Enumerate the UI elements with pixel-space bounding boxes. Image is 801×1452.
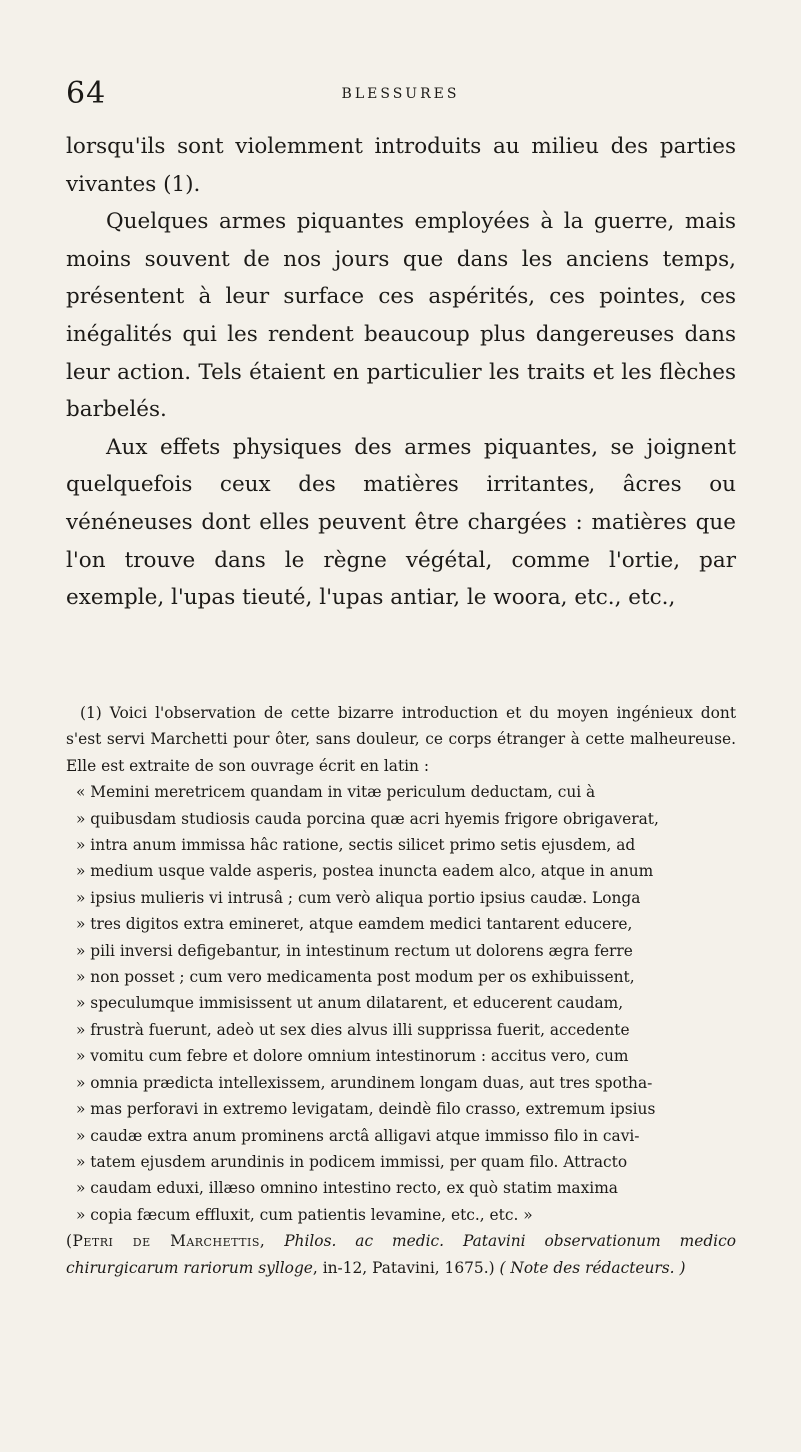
quote-line: » vomitu cum febre et dolore omnium intestinorum : accitus vero, cum (76, 1047, 629, 1066)
quote-line: » tatem ejusdem arundinis in podicem immissi, per quam filo. Attracto (76, 1152, 628, 1171)
quote-line: » frustrà fuerunt, adeò ut sex dies alvus illi supprissa fuerit, accedente (76, 1020, 630, 1039)
quote-line: » pili inversi defigebantur, in intestinum rectum ut dolorens ægra ferre (76, 941, 633, 960)
footnote-intro: (1) Voici l'observation de cette bizarre introduction et du moyen ingénieux dont s'est servi Marchetti pour ôter, sans douleur, ce corps étranger à cette malheureuse. Elle est extraite de son ouvrage écrit en latin : (66, 704, 736, 775)
quote-line: » speculumque immisissent ut anum dilatarent, et educerent caudam, (76, 994, 624, 1013)
quote-line: » caudam eduxi, illæso omnino intestino recto, ex quò statim maxima (76, 1179, 618, 1198)
citation-details: , in-12, Patavini, 1675.) (312, 1258, 495, 1277)
latin-quote (66, 779, 736, 1228)
paragraph-continuation: lorsqu'ils sont violemment introduits au milieu des parties vivantes (1). (66, 134, 736, 197)
paragraph-effets-physiques: Aux effets physiques des armes piquantes, se joignent quelquefois ceux des matières irritantes, âcres ou vénéneuses dont elles peuvent être chargées : matières que l'on trouve dans le règne végétal, comme l'ortie, par exemple, l'upas tieuté, l'upas antiar, le woora, etc., etc., (66, 434, 736, 611)
quote-line: » mas perforavi in extremo levigatam, deindè filo crasso, extremum ipsius (76, 1100, 656, 1119)
citation-author: (Petri de Marchettis, (66, 1232, 266, 1251)
quote-line: » medium usque valde asperis, postea inuncta eadem alco, atque in anum (76, 862, 654, 881)
footnote (66, 700, 736, 1281)
citation-title: Philos. ac medic. Patavini observationum medico chirurgicarum rariorum sylloge (66, 1232, 736, 1277)
quote-line: » quibusdam studiosis cauda porcina quæ acri hyemis frigore obrigaverat, (76, 809, 659, 828)
quote-line: » copia fæcum effluxit, cum patientis levamine, etc., etc. » (76, 1205, 533, 1224)
quote-line: » omnia prædicta intellexissem, arundinem longam duas, aut tres spotha- (76, 1073, 653, 1092)
editor-note: ( Note des rédacteurs. ) (499, 1258, 686, 1277)
citation (66, 1228, 736, 1281)
quote-line: » ipsius mulieris vi intrusâ ; cum verò aliqua portio ipsius caudæ. Longa (76, 888, 641, 907)
body-text (66, 128, 736, 617)
quote-line: » tres digitos extra emineret, atque eamdem medici tantarent educere, (76, 915, 633, 934)
quote-line: » intra anum immissa hâc ratione, sectis silicet primo setis ejusdem, ad (76, 836, 636, 855)
quote-line: « Memini meretricem quandam in vitæ periculum deductam, cui à (76, 783, 596, 802)
page-number: 64 (66, 76, 107, 111)
paragraph-armes-piquantes: Quelques armes piquantes employées à la guerre, mais moins souvent de nos jours que dans les anciens temps, présentent à leur surface ces aspérités, ces pointes, ces inégalités qui les rendent beaucoup plus dangereuses dans leur action. Tels étaient en particulier les traits et les flèches barbelés. (66, 209, 736, 423)
page-header (66, 72, 735, 112)
quote-line: » non posset ; cum vero medicamenta post modum per os exhibuissent, (76, 968, 635, 987)
running-head: BLESSURES (341, 86, 460, 102)
quote-line: » caudæ extra anum prominens arctâ alligavi atque immisso filo in cavi- (76, 1126, 640, 1145)
